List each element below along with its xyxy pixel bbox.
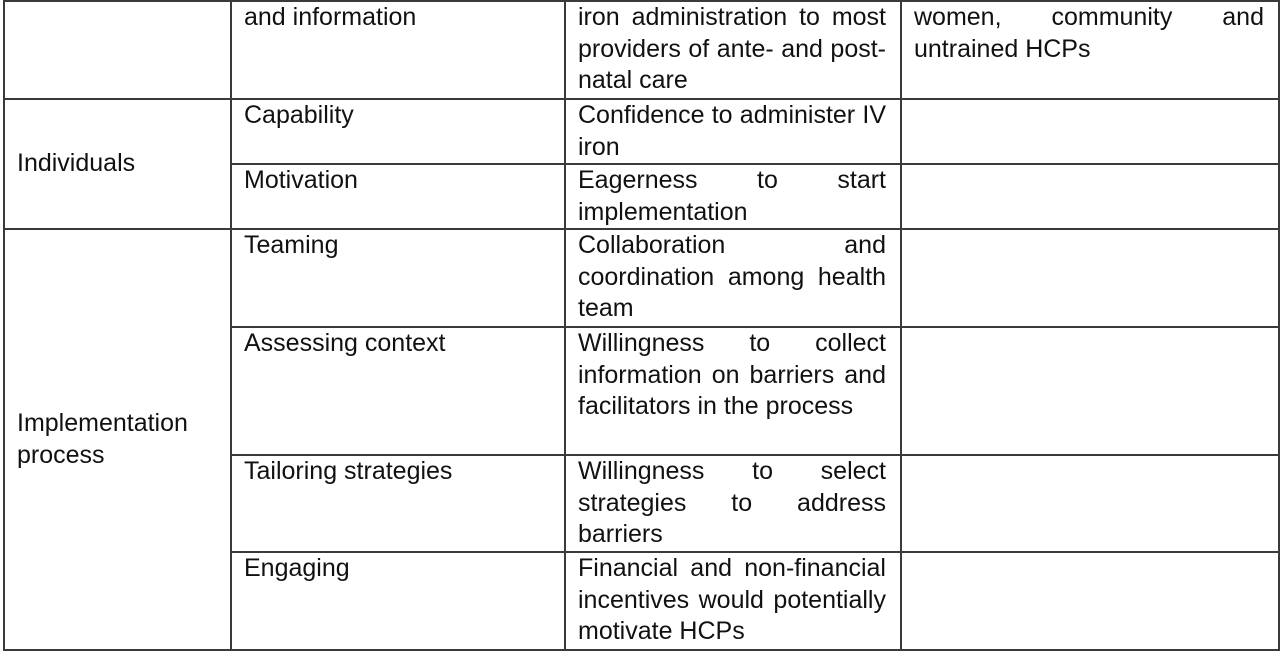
table-row xyxy=(4,99,1279,164)
finding-cell xyxy=(565,1,901,99)
finding-text: Confidence to administer IV iron xyxy=(578,101,886,161)
notes-cell xyxy=(901,164,1279,229)
notes-cell xyxy=(901,1,1279,99)
finding-cell xyxy=(565,455,901,552)
finding-cell xyxy=(565,552,901,650)
construct-cell xyxy=(231,229,565,327)
domain-cell-individuals xyxy=(4,99,231,229)
table-row xyxy=(4,1,1279,99)
construct-label: Engaging xyxy=(244,554,350,582)
framework-table xyxy=(3,0,1280,651)
domain-label: Individuals xyxy=(17,149,136,178)
domain-cell-implementation-process xyxy=(4,229,231,650)
notes-cell xyxy=(901,552,1279,650)
construct-cell xyxy=(231,164,565,229)
finding-text: Collaboration and coordination among health team xyxy=(578,231,886,322)
finding-cell xyxy=(565,229,901,327)
finding-text: Willingness to collect information on barriers and facilitators in the process xyxy=(578,329,886,420)
domain-cell xyxy=(4,1,231,99)
notes-cell xyxy=(901,455,1279,552)
table-row xyxy=(4,229,1279,327)
finding-text: Financial and non-financial incentives would potentially motivate HCPs xyxy=(578,554,886,645)
finding-text: iron administration to most providers of ante- and post-natal care xyxy=(578,3,886,94)
finding-text: Eagerness to start implementation xyxy=(578,166,886,226)
finding-cell xyxy=(565,99,901,164)
notes-cell xyxy=(901,99,1279,164)
finding-text: Willingness to select strategies to address barriers xyxy=(578,457,886,548)
construct-cell xyxy=(231,455,565,552)
construct-label: Capability xyxy=(244,101,354,129)
notes-text: women, community and untrained HCPs xyxy=(914,3,1264,63)
construct-cell xyxy=(231,327,565,455)
construct-label: Teaming xyxy=(244,231,339,259)
construct-label: Assessing context xyxy=(244,329,446,357)
finding-cell xyxy=(565,327,901,455)
construct-label: Motivation xyxy=(244,166,358,194)
construct-label: and information xyxy=(244,3,417,31)
finding-cell xyxy=(565,164,901,229)
notes-cell xyxy=(901,229,1279,327)
domain-label: Implementation process xyxy=(17,409,188,469)
notes-cell xyxy=(901,327,1279,455)
construct-cell xyxy=(231,1,565,99)
construct-label: Tailoring strategies xyxy=(244,457,453,485)
construct-cell xyxy=(231,99,565,164)
construct-cell xyxy=(231,552,565,650)
